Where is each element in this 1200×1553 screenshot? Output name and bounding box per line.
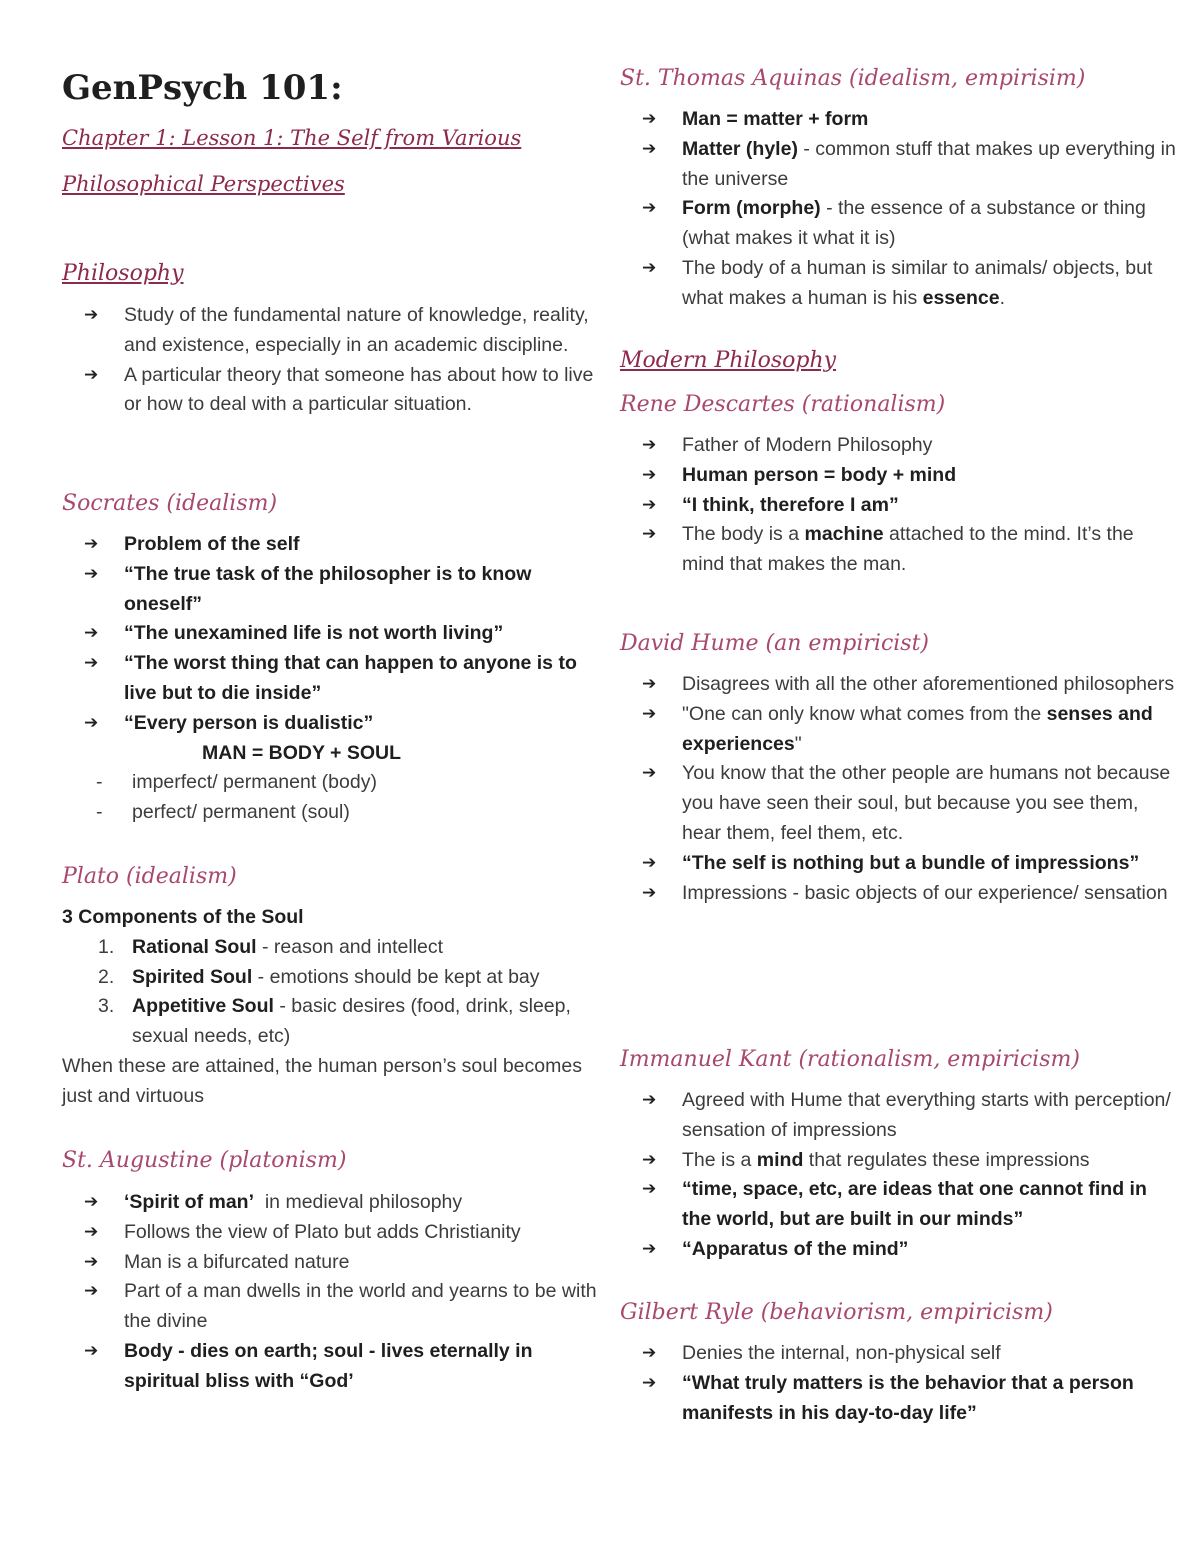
chapter-title-line2: Philosophical Perspectives [62, 172, 345, 196]
augustine-section [62, 1188, 607, 1397]
page-title: GenPsych 101: [62, 68, 343, 108]
list-item: ➔ “Apparatus of the mind” [620, 1235, 1180, 1265]
list-item: ➔ Agreed with Hume that everything starts with perception/ sensation of impressions [620, 1086, 1180, 1146]
list-item: ➔ Disagrees with all the other aforementioned philosophers [620, 670, 1180, 700]
list-item: ➔ A particular theory that someone has about how to live or how to deal with a particular situation. [62, 361, 607, 421]
hume-section [620, 670, 1180, 908]
list-item: ➔ Problem of the self [62, 530, 607, 560]
descartes-heading: Rene Descartes (rationalism) [620, 392, 946, 417]
list-item: ➔ “I think, therefore I am” [620, 491, 1180, 521]
list-item: ➔ Father of Modern Philosophy [620, 431, 1180, 461]
list-item: ➔ “What truly matters is the behavior that a person manifests in his day-to-day life” [620, 1369, 1180, 1429]
list-item: ➔ Impressions - basic objects of our experience/ sensation [620, 879, 1180, 909]
list-item: - perfect/ permanent (soul) [62, 798, 607, 828]
list-item: 1. Rational Soul - reason and intellect [98, 935, 444, 958]
list-item: ➔ Matter (hyle) - common stuff that makes up everything in the universe [620, 135, 1180, 195]
list-item: ➔ Body - dies on earth; soul - lives eternally in spiritual bliss with “God’ [62, 1337, 607, 1397]
plato-note: When these are attained, the human person’s soul becomes just and virtuous [62, 1054, 582, 1107]
list-item: ➔ Denies the internal, non-physical self [620, 1339, 1180, 1369]
list-item: ➔ Study of the fundamental nature of knowledge, reality, and existence, especially in an academic discipline. [62, 301, 607, 361]
kant-heading: Immanuel Kant (rationalism, empiricism) [620, 1047, 1080, 1072]
list-item: ➔ “The true task of the philosopher is to know oneself” [62, 560, 607, 620]
aquinas-section [620, 105, 1180, 314]
socrates-section [62, 530, 607, 828]
hume-heading: David Hume (an empiricist) [620, 631, 930, 656]
list-item: 2. Spirited Soul - emotions should be kept at bay [98, 965, 540, 988]
list-item: ➔ Form (morphe) - the essence of a substance or thing (what makes it what it is) [620, 194, 1180, 254]
list-item: ➔ The is a mind that regulates these impressions [620, 1146, 1180, 1176]
list-item: ➔ The body is a machine attached to the mind. It’s the mind that makes the man. [620, 520, 1180, 580]
soul-components-subheading: 3 Components of the Soul [62, 906, 304, 928]
list-item: ➔ ‘Spirit of man’ in medieval philosophy [62, 1188, 607, 1218]
list-item: ➔ Man = matter + form [620, 105, 1180, 135]
plato-section [62, 903, 607, 1112]
ryle-section [620, 1339, 1180, 1428]
list-item: ➔ "One can only know what comes from the senses and experiences" [620, 700, 1180, 760]
list-item: ➔ You know that the other people are humans not because you have seen their soul, but because you see them, hear them, feel them, etc. [620, 759, 1180, 848]
philosophy-heading: Philosophy [62, 261, 184, 286]
list-item: ➔ Human person = body + mind [620, 461, 1180, 491]
list-item: ➔ “Every person is dualistic” [62, 709, 607, 739]
list-item: ➔ “time, space, etc, are ideas that one cannot find in the world, but are built in our minds” [620, 1175, 1180, 1235]
augustine-heading: St. Augustine (platonism) [62, 1148, 347, 1173]
philosophy-section [62, 301, 607, 420]
list-item: 3. Appetitive Soul - basic desires (food, drink, sleep, sexual needs, etc) [98, 995, 571, 1048]
modern-philosophy-heading: Modern Philosophy [620, 348, 837, 373]
socrates-heading: Socrates (idealism) [62, 491, 278, 516]
list-item: ➔ “The worst thing that can happen to anyone is to live but to die inside” [62, 649, 607, 709]
aquinas-heading: St. Thomas Aquinas (idealism, empirisim) [620, 66, 1086, 91]
kant-section [620, 1086, 1180, 1265]
list-item: ➔ “The self is nothing but a bundle of impressions” [620, 849, 1180, 879]
list-item: ➔ Follows the view of Plato but adds Christianity [62, 1218, 607, 1248]
list-item: ➔ Part of a man dwells in the world and yearns to be with the divine [62, 1277, 607, 1337]
descartes-section [620, 431, 1180, 580]
chapter-title-line1: Chapter 1: Lesson 1: The Self from Various [62, 126, 522, 150]
plato-heading: Plato (idealism) [62, 864, 237, 889]
list-item: ➔ “The unexamined life is not worth living” [62, 619, 607, 649]
dualism-equation: MAN = BODY + SOUL [202, 741, 402, 764]
ryle-heading: Gilbert Ryle (behaviorism, empiricism) [620, 1300, 1053, 1325]
list-item: - imperfect/ permanent (body) [62, 768, 607, 798]
list-item: ➔ The body of a human is similar to animals/ objects, but what makes a human is his essence. [620, 254, 1180, 314]
list-item: ➔ Man is a bifurcated nature [62, 1248, 607, 1278]
